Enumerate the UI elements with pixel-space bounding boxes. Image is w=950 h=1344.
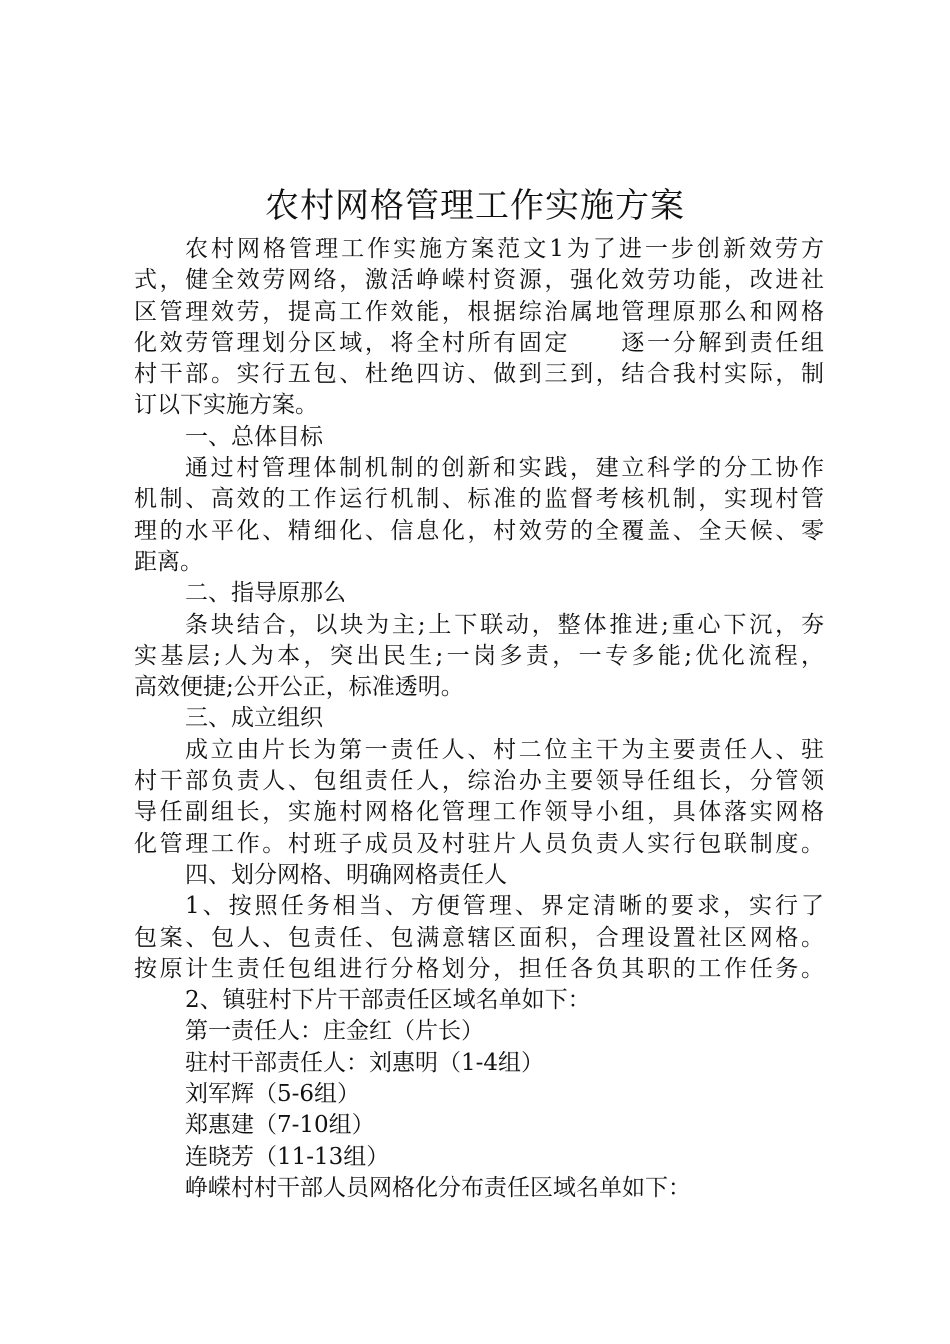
- paragraph-line: 区管理效劳，提高工作效能，根据综治属地管理原那么和网格: [134, 298, 824, 325]
- paragraph-line: 高效便捷;公开公正，标准透明。: [134, 674, 464, 701]
- paragraph-line: 订以下实施方案。: [134, 392, 318, 419]
- paragraph-line: 峥嵘村村干部人员网格化分布责任区域名单如下：: [185, 1174, 691, 1201]
- document-title: 农村网格管理工作实施方案: [265, 186, 685, 226]
- paragraph-line: 四、划分网格、明确网格责任人: [185, 861, 507, 888]
- paragraph-line: 三、成立组织: [185, 705, 323, 732]
- paragraph-line: 刘军辉（5-6组）: [185, 1081, 361, 1108]
- paragraph-line: 连晓芳（11-13组）: [185, 1143, 390, 1170]
- paragraph-line: 第一责任人：庄金红（片长）: [185, 1018, 484, 1045]
- paragraph-line: 2、镇驻村下片干部责任区域名单如下：: [185, 987, 591, 1014]
- paragraph-line: 通过村管理体制机制的创新和实践，建立科学的分工协作: [185, 455, 824, 482]
- paragraph-line: 式，健全效劳网络，激活峥嵘村资源，强化效劳功能，改进社: [134, 267, 824, 294]
- paragraph-line: 实基层;人为本，突出民生;一岗多责，一专多能;优化流程，: [134, 642, 824, 669]
- paragraph-line: 机制、高效的工作运行机制、标准的监督考核机制，实现村管: [134, 486, 824, 513]
- paragraph-line: 条块结合，以块为主;上下联动，整体推进;重心下沉，夯: [185, 611, 824, 638]
- paragraph-line: 包案、包人、包责任、包满意辖区面积，合理设置社区网格。: [134, 924, 824, 951]
- paragraph-line: 驻村干部责任人：刘惠明（1-4组）: [185, 1049, 545, 1076]
- paragraph-line: 距离。: [134, 548, 203, 575]
- paragraph-line: 二、指导原那么: [185, 580, 346, 607]
- paragraph-line: 导任副组长，实施村网格化管理工作领导小组，具体落实网格: [134, 799, 824, 826]
- paragraph-line: 理的水平化、精细化、信息化，村效劳的全覆盖、全天候、零: [134, 517, 824, 544]
- paragraph-line: 按原计生责任包组进行分格划分，担任各负其职的工作任务。: [134, 955, 824, 982]
- paragraph-line: 1、按照任务相当、方便管理、界定清晰的要求，实行了: [185, 893, 824, 920]
- paragraph-line: 一、总体目标: [185, 423, 323, 450]
- paragraph-line: 农村网格管理工作实施方案范文1为了进一步创新效劳方: [185, 236, 824, 262]
- paragraph-line: 郑惠建（7-10组）: [185, 1112, 375, 1139]
- paragraph-line: 村干部负责人、包组责任人，综治办主要领导任组长，分管领: [134, 768, 824, 795]
- paragraph-line: 化管理工作。村班子成员及村驻片人员负责人实行包联制度。: [134, 830, 824, 857]
- paragraph-line: 成立由片长为第一责任人、村二位主干为主要责任人、驻: [185, 736, 824, 763]
- document-body: [134, 234, 824, 1204]
- paragraph-line: 化效劳管理划分区域，将全村所有固定 逐一分解到责任组: [134, 329, 824, 356]
- paragraph-line: 村干部。实行五包、杜绝四访、做到三到，结合我村实际，制: [134, 361, 824, 388]
